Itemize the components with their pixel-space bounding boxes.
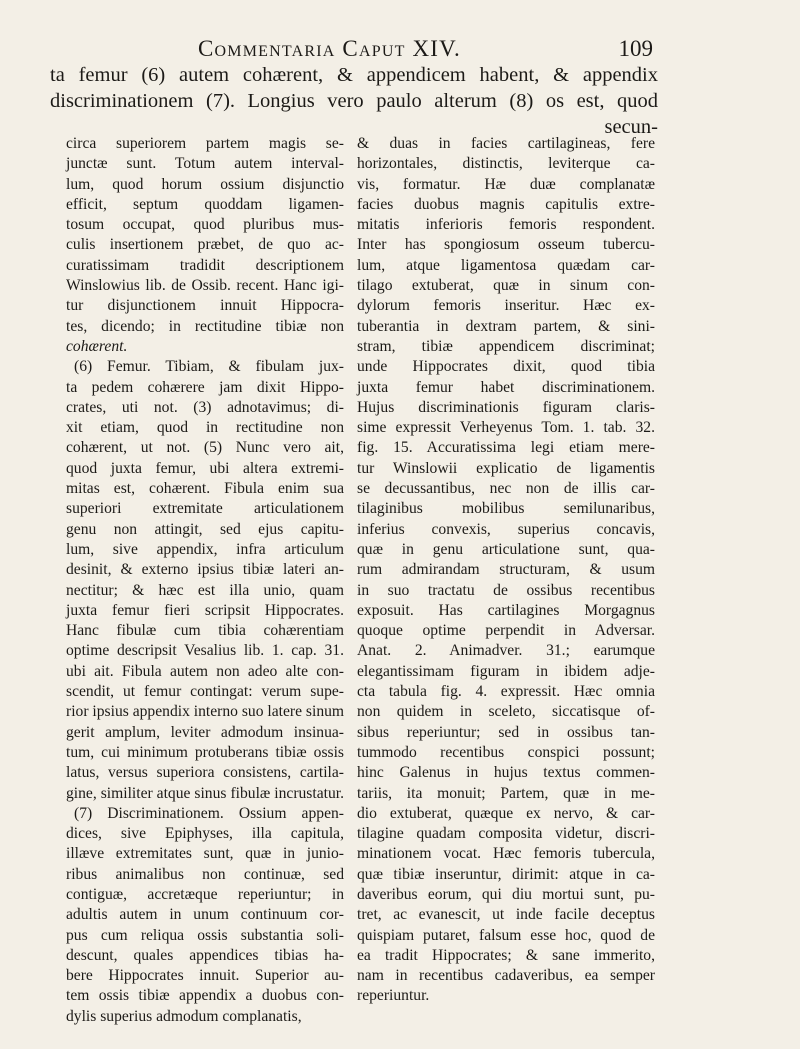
text-line: crates, uti not. (3) adnotavimus; di- xyxy=(66,398,344,416)
running-title: Commentaria Caput XIV. xyxy=(198,36,461,61)
text-line: dylorum femoris inseritur. Hæc ex- xyxy=(357,297,655,315)
text-line: dylis superius admodum complanatis, xyxy=(66,1007,302,1025)
text-line: culis insertionem præbet, de quo ac- xyxy=(66,236,344,254)
text-line: tret, ac evanescit, ut inde facile deceptus xyxy=(357,906,655,924)
text-line: Hujus discriminationis figuram claris- xyxy=(357,398,655,416)
intro-line: ta femur (6) autem cohærent, & appendicem habent, & appendix xyxy=(50,64,658,86)
text-line: juxta femur habet discriminationem. xyxy=(357,378,655,396)
text-line: optime descripsit Vesalius lib. 1. cap. 31. xyxy=(66,642,344,660)
text-line: non quidem in sceleto, siccatisque of- xyxy=(357,703,655,721)
text-line: gine, similiter atque sinus fibulæ incrustatur. xyxy=(66,784,344,802)
text-line: Winslowius lib. de Ossib. recent. Hanc igi- xyxy=(66,277,344,295)
text-line: illæve extremitates sunt, quæ in junio- xyxy=(66,845,344,863)
text-line: tuberantia in dextram partem, & sini- xyxy=(357,317,655,335)
left-column xyxy=(66,134,344,1027)
text-line: quod juxta femur, ubi altera extremi- xyxy=(66,459,344,477)
text-line: desinit, & externo ipsius tibiæ lateri an- xyxy=(66,561,344,579)
text-line: exposuit. Has cartilagines Morgagnus xyxy=(357,601,655,619)
text-line: nectitur; & hæc est illa unio, quam xyxy=(66,581,344,599)
text-line: tilaginibus mobilibus semilunaribus, xyxy=(357,500,655,518)
text-line: ubi ait. Fibula autem non adeo alte con- xyxy=(66,662,344,680)
text-line: Hanc fibulæ cum tibia cohærentiam xyxy=(66,622,344,640)
text-line: tummodo recentibus conspici possunt; xyxy=(357,743,655,761)
catchword: secun- xyxy=(604,116,658,138)
text-line: tariis, ita monuit; Partem, quæ in me- xyxy=(357,784,655,802)
text-line: cohærent. xyxy=(66,337,128,355)
page-number: 109 xyxy=(618,36,653,61)
text-line: descunt, quales appendices tibias ha- xyxy=(66,946,344,964)
text-line: inferius convexis, superius concavis, xyxy=(357,520,655,538)
text-line: contiguæ, accretæque reperiuntur; in xyxy=(66,885,344,903)
text-line: curatissimam tradidit descriptionem xyxy=(66,256,344,274)
text-line: genu non attingit, sed ejus capitu- xyxy=(66,520,344,538)
text-line: lum, atque ligamentosa quædam car- xyxy=(357,256,655,274)
text-line: xit etiam, quod in rectitudine non xyxy=(66,419,344,437)
text-line: ta pedem cohærere jam dixit Hippo- xyxy=(66,378,344,396)
text-line: (7) Discriminationem. Ossium appen- xyxy=(74,804,344,822)
text-line: quæ tibiæ inseruntur, dirimit: atque in ca- xyxy=(357,865,655,883)
text-line: circa superiorem partem magis se- xyxy=(66,135,344,152)
text-line: mitas est, cohærent. Fibula enim sua xyxy=(66,480,344,498)
text-line: lum, sive appendix, infra articulum xyxy=(66,540,344,558)
text-line: junctæ sunt. Totum autem interval- xyxy=(66,155,344,173)
text-line: vis, formatur. Hæ duæ complanatæ xyxy=(357,175,655,193)
text-line: Anat. 2. Animadver. 31.; earumque xyxy=(357,642,655,660)
text-line: stram, tibiæ appendicem discriminat; xyxy=(357,337,655,355)
text-line: hinc Galenus in hujus textus commen- xyxy=(357,764,655,782)
text-line: daveribus eorum, qui diu mortui sunt, pu- xyxy=(357,885,655,903)
text-line: mitatis inferioris femoris respondent. xyxy=(357,216,655,234)
text-line: scendit, ut femur contingat: verum supe- xyxy=(66,683,344,701)
text-line: quoque optime perpendit in Adversar. xyxy=(357,622,655,640)
text-line: in suo tractatu de ossibus recentibus xyxy=(357,581,655,599)
text-line: quispiam putaret, falsum esse hoc, quod de xyxy=(357,926,655,944)
text-line: sibus reperiuntur; sed in ossibus tan- xyxy=(357,723,655,741)
text-line: latus, versus superiora consistens, cartila- xyxy=(66,764,344,782)
text-line: se decussantibus, nec non de illis car- xyxy=(357,480,655,498)
text-line: bere Hippocrates innuit. Superior au- xyxy=(66,967,344,985)
text-line: reperiuntur. xyxy=(357,987,430,1005)
text-line: cta tabula fig. 4. expressit. Hæc omnia xyxy=(357,683,655,701)
text-line: gerit amplum, leviter admodum insinua- xyxy=(66,723,344,741)
right-column xyxy=(357,134,655,1007)
text-line: tur Winslowii explicatio de ligamentis xyxy=(357,459,655,477)
text-line: tosum occupat, quod pluribus mus- xyxy=(66,216,344,234)
text-line: pus cum reliqua ossis substantia soli- xyxy=(66,926,344,944)
text-line: sime expressit Verheyenus Tom. 1. tab. 32. xyxy=(357,419,655,437)
text-line: ribus animalibus non continuæ, sed xyxy=(66,865,344,883)
text-line: ea tradit Hippocrates; & sane immerito, xyxy=(357,946,655,964)
text-line: nam in recentibus cadaveribus, ea semper xyxy=(357,967,655,985)
text-line: rior ipsius appendix interno suo latere sinum xyxy=(66,703,345,721)
text-line: rum admirandam structuram, & usum xyxy=(357,561,655,579)
text-line: superiori extremitate articulationem xyxy=(66,500,344,518)
text-line: dices, sive Epiphyses, illa capitula, xyxy=(66,825,344,843)
text-line: dio extuberat, quæque ex nervo, & car- xyxy=(357,804,655,822)
text-line: (6) Femur. Tibiam, & fibulam jux- xyxy=(74,358,344,376)
text-line: elegantissimam figuram in ibidem adje- xyxy=(357,662,655,680)
text-line: unde Hippocrates dixit, quod tibia xyxy=(357,358,655,376)
text-line: & duas in facies cartilagineas, fere xyxy=(357,135,655,152)
text-line: tilagine quadam composita videtur, discri- xyxy=(357,825,655,843)
text-line: juxta femur fieri scripsit Hippocrates. xyxy=(66,601,344,619)
text-line: tum, cui minimum protuberans tibiæ ossis xyxy=(66,743,344,761)
text-line: quæ in genu articulatione sunt, qua- xyxy=(357,540,655,558)
text-line: horizontales, distinctis, leviterque ca- xyxy=(357,155,655,173)
text-line: efficit, septum quoddam ligamen- xyxy=(66,195,344,213)
text-line: fig. 15. Accuratissima legi etiam mere- xyxy=(357,439,655,457)
text-line: facies duobus magnis capitulis extre- xyxy=(357,195,655,213)
text-line: tes, dicendo; in rectitudine tibiæ non xyxy=(66,317,344,335)
text-line: tem ossis tibiæ appendix a duobus con- xyxy=(66,987,344,1005)
intro-text xyxy=(50,62,658,140)
text-line: cohærent, ut not. (5) Nunc vero ait, xyxy=(66,439,344,457)
text-line: lum, quod horum ossium disjunctio xyxy=(66,175,344,193)
intro-line: discriminationem (7). Longius vero paulo alterum (8) os est, quod xyxy=(50,90,658,112)
text-line: tilago extuberat, quæ in sinum con- xyxy=(357,277,655,295)
text-line: tur disjunctionem innuit Hippocra- xyxy=(66,297,344,315)
text-line: adultis autem in unum continuum cor- xyxy=(66,906,344,924)
text-line: Inter has spongiosum osseum tubercu- xyxy=(357,236,655,254)
text-line: minationem vocat. Hæc femoris tubercula, xyxy=(357,845,655,863)
